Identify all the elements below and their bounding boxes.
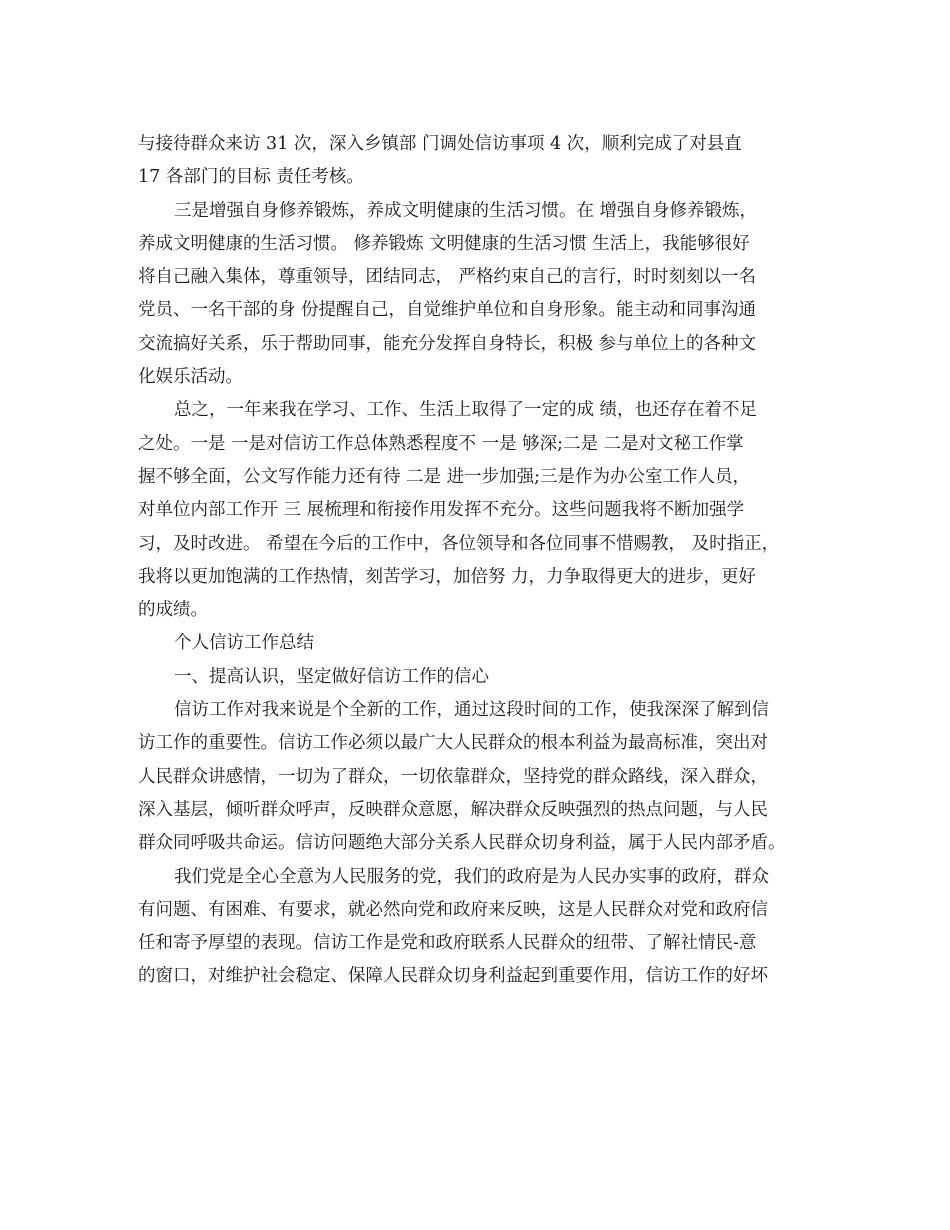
text-line: 的窗口，对维护社会稳定、保障人民群众切身利益起到重要作用，信访工作的好坏 <box>138 966 768 987</box>
text-line: 将自己融入集体，尊重领导，团结同志， 严格约束自己的言行，时时刻刻以一名 <box>138 267 757 288</box>
text-line: 化娱乐活动。 <box>138 367 243 388</box>
text-line: 对单位内部工作开 三 展梳理和衔接作用发挥不充分。这些问题我将不断加强学 <box>138 500 745 521</box>
text-line: 交流搞好关系，乐于帮助同事，能充分发挥自身特长，积极 参与单位上的各种文 <box>138 333 757 354</box>
text-line: 总之，一年来我在学习、工作、生活上取得了一定的成 绩，也还存在着不足 <box>174 400 758 421</box>
text-line: 三是增强自身修养锻炼，养成文明健康的生活习惯。在 增强自身修养锻炼， <box>174 200 758 221</box>
text-line: 我将以更加饱满的工作热情，刻苦学习，加倍努 力，力争取得更大的进步，更好 <box>138 566 757 587</box>
text-line: 任和寄予厚望的表现。信访工作是党和政府联系人民群众的纽带、了解社情民-意 <box>138 933 757 954</box>
text-line: 有问题、有困难、有要求，就必然向党和政府来反映，这是人民群众对党和政府信 <box>138 899 768 920</box>
text-line: 握不够全面，公文写作能力还有待 二是 进一步加强;三是作为办公室工作人员， <box>138 466 751 487</box>
text-line: 17 各部门的目标 责任考核。 <box>138 167 364 188</box>
text-line: 信访工作对我来说是个全新的工作，通过这段时间的工作，使我深深了解到信 <box>174 700 769 721</box>
text-line: 人民群众讲感情，一切为了群众，一切依靠群众，坚持党的群众路线，深入群众， <box>138 766 768 787</box>
text-line: 的成绩。 <box>138 600 208 621</box>
text-line: 深入基层，倾听群众呼声，反映群众意愿，解决群众反映强烈的热点问题，与人民 <box>138 799 768 820</box>
text-line: 我们党是全心全意为人民服务的党，我们的政府是为人民办实事的政府，群众 <box>174 866 769 887</box>
text-line: 习，及时改进。 希望在今后的工作中，各位领导和各位同事不惜赐教， 及时指正， <box>138 533 780 554</box>
text-line: 访工作的重要性。信访工作必须以最广大人民群众的根本利益为最高标准，突出对 <box>138 733 768 754</box>
text-line: 个人信访工作总结 <box>174 633 314 654</box>
text-line: 党员、一名干部的身 份提醒自己，自觉维护单位和自身形象。能主动和同事沟通 <box>138 300 757 321</box>
text-line: 一、提高认识，坚定做好信访工作的信心 <box>174 666 489 687</box>
text-line: 群众同呼吸共命运。信访问题绝大部分关系人民群众切身利益，属于人民内部矛盾。 <box>138 833 786 854</box>
text-line: 养成文明健康的生活习惯。 修养锻炼 文明健康的生活习惯 生活上，我能够很好 <box>138 233 750 254</box>
text-line: 与接待群众来访 31 次，深入乡镇部 门调处信访事项 4 次，顺利完成了对县直 <box>138 134 742 154</box>
document-body <box>138 128 828 994</box>
text-line: 之处。一是 一是对信访工作总体熟悉程度不 一是 够深;二是 二是对文秘工作掌 <box>138 433 744 454</box>
